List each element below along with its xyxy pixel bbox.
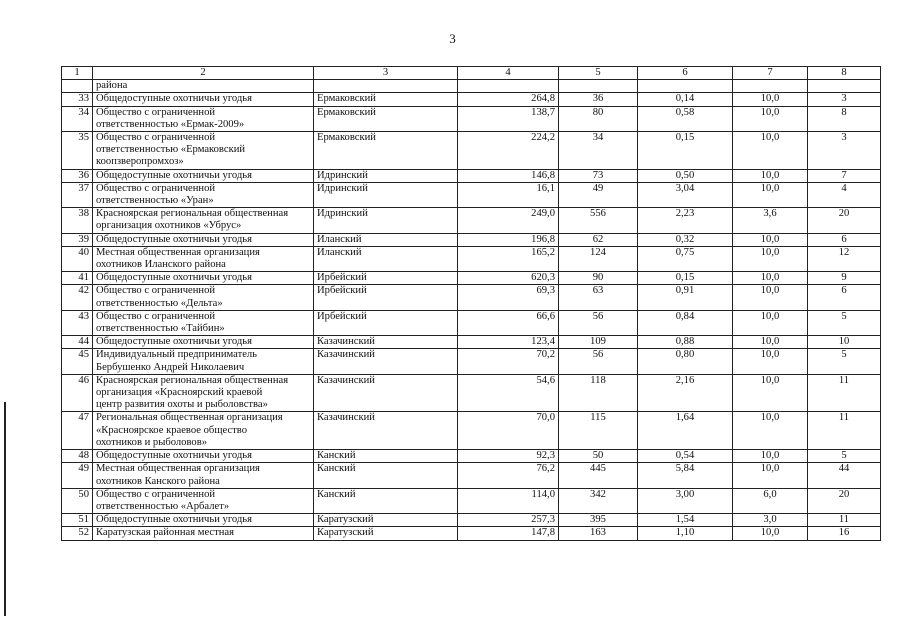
value-col-7: 10,0 [733, 450, 808, 463]
value-col-6: 0,15 [638, 132, 733, 170]
table-row [62, 310, 881, 335]
organization-name: Каратузская районная местная [93, 527, 314, 540]
value-col-6: 0,50 [638, 169, 733, 182]
organization-name: Индивидуальный предприниматель Бербушенко Андрей Николаевич [93, 349, 314, 374]
organization-name: Общество с ограниченной ответственностью «Арбалет» [93, 488, 314, 513]
organization-name: Общедоступные охотничьи угодья [93, 93, 314, 106]
table-row [62, 272, 881, 285]
value-col-5: 49 [559, 182, 638, 207]
value-col-6: 5,84 [638, 463, 733, 488]
continuation-row [62, 80, 881, 93]
header-cell: 7 [733, 67, 808, 80]
district-name: Казачинский [314, 349, 458, 374]
table-cell [314, 80, 458, 93]
table-body [62, 67, 881, 541]
value-col-7: 3,0 [733, 514, 808, 527]
district-name: Канский [314, 450, 458, 463]
value-col-6: 0,80 [638, 349, 733, 374]
header-cell: 5 [559, 67, 638, 80]
table-cell [458, 80, 559, 93]
row-number: 50 [62, 488, 93, 513]
header-cell: 8 [808, 67, 881, 80]
value-col-6: 2,16 [638, 374, 733, 412]
header-cell: 2 [93, 67, 314, 80]
value-col-6: 1,10 [638, 527, 733, 540]
value-col-7: 10,0 [733, 132, 808, 170]
row-number: 43 [62, 310, 93, 335]
value-col-5: 34 [559, 132, 638, 170]
table-row [62, 349, 881, 374]
value-col-6: 0,58 [638, 106, 733, 131]
value-col-8: 9 [808, 272, 881, 285]
value-col-8: 16 [808, 527, 881, 540]
page-number: 3 [449, 31, 456, 46]
row-number: 33 [62, 93, 93, 106]
district-name: Идринский [314, 182, 458, 207]
table-cell [808, 80, 881, 93]
row-number: 41 [62, 272, 93, 285]
table-row [62, 374, 881, 412]
value-col-8: 5 [808, 310, 881, 335]
table-row [62, 106, 881, 131]
value-col-6: 0,84 [638, 310, 733, 335]
header-cell: 1 [62, 67, 93, 80]
value-col-7: 10,0 [733, 336, 808, 349]
value-col-5: 90 [559, 272, 638, 285]
table-cell [638, 80, 733, 93]
value-col-5: 556 [559, 208, 638, 233]
organization-name: Общество с ограниченной ответственностью «Ермак-2009» [93, 106, 314, 131]
value-col-7: 10,0 [733, 182, 808, 207]
organization-name: Общедоступные охотничьи угодья [93, 233, 314, 246]
value-col-6: 0,15 [638, 272, 733, 285]
row-number: 49 [62, 463, 93, 488]
value-col-7: 10,0 [733, 233, 808, 246]
value-col-7: 10,0 [733, 527, 808, 540]
value-col-6: 0,14 [638, 93, 733, 106]
value-col-4: 76,2 [458, 463, 559, 488]
district-name: Каратузский [314, 527, 458, 540]
value-col-8: 10 [808, 336, 881, 349]
district-name: Иланский [314, 233, 458, 246]
row-number: 51 [62, 514, 93, 527]
value-col-7: 10,0 [733, 169, 808, 182]
value-col-8: 3 [808, 93, 881, 106]
value-col-4: 249,0 [458, 208, 559, 233]
value-col-5: 80 [559, 106, 638, 131]
table-cell [733, 80, 808, 93]
value-col-4: 114,0 [458, 488, 559, 513]
organization-name: Общедоступные охотничьи угодья [93, 450, 314, 463]
district-name: Ермаковский [314, 132, 458, 170]
value-col-8: 3 [808, 132, 881, 170]
value-col-5: 163 [559, 527, 638, 540]
table-cell [62, 80, 93, 93]
value-col-4: 92,3 [458, 450, 559, 463]
value-col-7: 10,0 [733, 463, 808, 488]
value-col-4: 264,8 [458, 93, 559, 106]
row-number: 36 [62, 169, 93, 182]
table-row [62, 182, 881, 207]
value-col-4: 70,2 [458, 349, 559, 374]
table-row [62, 450, 881, 463]
table-row [62, 527, 881, 540]
value-col-8: 5 [808, 349, 881, 374]
organization-name: Общество с ограниченной ответственностью «Уран» [93, 182, 314, 207]
value-col-4: 70,0 [458, 412, 559, 450]
organization-name: Региональная общественная организация «Красноярское краевое общество охотников и рыболовов» [93, 412, 314, 450]
table-row [62, 412, 881, 450]
value-col-5: 56 [559, 310, 638, 335]
district-name: Ирбейский [314, 310, 458, 335]
table-row [62, 336, 881, 349]
value-col-4: 54,6 [458, 374, 559, 412]
organization-name: Общество с ограниченной ответственностью «Дельта» [93, 285, 314, 310]
value-col-8: 11 [808, 514, 881, 527]
table-row [62, 208, 881, 233]
value-col-8: 44 [808, 463, 881, 488]
value-col-5: 342 [559, 488, 638, 513]
district-name: Ермаковский [314, 93, 458, 106]
value-col-6: 3,00 [638, 488, 733, 513]
organization-name: Общедоступные охотничьи угодья [93, 514, 314, 527]
value-col-5: 124 [559, 246, 638, 271]
table-row [62, 233, 881, 246]
value-col-6: 0,54 [638, 450, 733, 463]
value-col-5: 118 [559, 374, 638, 412]
value-col-7: 10,0 [733, 412, 808, 450]
row-number: 45 [62, 349, 93, 374]
row-number: 48 [62, 450, 93, 463]
organization-name: Красноярская региональная общественная организация охотников «Убрус» [93, 208, 314, 233]
value-col-5: 115 [559, 412, 638, 450]
header-cell: 6 [638, 67, 733, 80]
value-col-4: 257,3 [458, 514, 559, 527]
value-col-4: 196,8 [458, 233, 559, 246]
value-col-6: 1,54 [638, 514, 733, 527]
row-number: 42 [62, 285, 93, 310]
district-name: Идринский [314, 169, 458, 182]
row-number: 34 [62, 106, 93, 131]
row-number: 38 [62, 208, 93, 233]
value-col-4: 620,3 [458, 272, 559, 285]
district-name: Канский [314, 463, 458, 488]
district-name: Ирбейский [314, 272, 458, 285]
header-cell: 4 [458, 67, 559, 80]
value-col-4: 138,7 [458, 106, 559, 131]
value-col-6: 0,32 [638, 233, 733, 246]
value-col-6: 3,04 [638, 182, 733, 207]
row-number: 46 [62, 374, 93, 412]
value-col-7: 10,0 [733, 106, 808, 131]
organization-name: Общество с ограниченной ответственностью «Тайбин» [93, 310, 314, 335]
value-col-6: 0,75 [638, 246, 733, 271]
table-row [62, 488, 881, 513]
value-col-8: 12 [808, 246, 881, 271]
organization-name: Местная общественная организация охотников Иланского района [93, 246, 314, 271]
value-col-7: 10,0 [733, 246, 808, 271]
row-number: 44 [62, 336, 93, 349]
value-col-5: 36 [559, 93, 638, 106]
table-cell [559, 80, 638, 93]
row-number: 39 [62, 233, 93, 246]
district-name: Каратузский [314, 514, 458, 527]
table-row [62, 514, 881, 527]
district-name: Казачинский [314, 412, 458, 450]
district-name: Ирбейский [314, 285, 458, 310]
table-row [62, 132, 881, 170]
value-col-7: 10,0 [733, 310, 808, 335]
organization-name: Общедоступные охотничьи угодья [93, 336, 314, 349]
header-cell: 3 [314, 67, 458, 80]
value-col-7: 10,0 [733, 374, 808, 412]
value-col-7: 3,6 [733, 208, 808, 233]
value-col-7: 10,0 [733, 272, 808, 285]
organization-name: Общедоступные охотничьи угодья [93, 169, 314, 182]
row-number: 35 [62, 132, 93, 170]
hunting-grounds-table [61, 66, 881, 541]
value-col-6: 2,23 [638, 208, 733, 233]
value-col-6: 0,91 [638, 285, 733, 310]
value-col-8: 20 [808, 208, 881, 233]
row-number: 40 [62, 246, 93, 271]
district-name: Идринский [314, 208, 458, 233]
margin-line [4, 402, 6, 616]
value-col-8: 20 [808, 488, 881, 513]
value-col-4: 147,8 [458, 527, 559, 540]
district-name: Канский [314, 488, 458, 513]
value-col-8: 6 [808, 285, 881, 310]
organization-name: Общество с ограниченной ответственностью «Ермаковский коопзверопромхоз» [93, 132, 314, 170]
value-col-7: 10,0 [733, 349, 808, 374]
organization-name: Местная общественная организация охотников Канского района [93, 463, 314, 488]
value-col-6: 1,64 [638, 412, 733, 450]
district-name: Ермаковский [314, 106, 458, 131]
value-col-4: 66,6 [458, 310, 559, 335]
value-col-5: 62 [559, 233, 638, 246]
value-col-4: 146,8 [458, 169, 559, 182]
value-col-8: 5 [808, 450, 881, 463]
value-col-8: 6 [808, 233, 881, 246]
value-col-5: 445 [559, 463, 638, 488]
value-col-5: 109 [559, 336, 638, 349]
value-col-6: 0,88 [638, 336, 733, 349]
district-name: Иланский [314, 246, 458, 271]
table-row [62, 463, 881, 488]
value-col-8: 11 [808, 374, 881, 412]
row-number: 47 [62, 412, 93, 450]
value-col-8: 4 [808, 182, 881, 207]
row-number: 37 [62, 182, 93, 207]
row-number: 52 [62, 527, 93, 540]
value-col-7: 10,0 [733, 93, 808, 106]
value-col-7: 10,0 [733, 285, 808, 310]
table-row [62, 169, 881, 182]
table-row [62, 285, 881, 310]
value-col-8: 11 [808, 412, 881, 450]
district-name: Казачинский [314, 374, 458, 412]
organization-name: Красноярская региональная общественная организация «Красноярский краевой центр развития охоты и рыболовства» [93, 374, 314, 412]
table-row [62, 93, 881, 106]
value-col-4: 224,2 [458, 132, 559, 170]
value-col-5: 73 [559, 169, 638, 182]
value-col-4: 165,2 [458, 246, 559, 271]
value-col-4: 123,4 [458, 336, 559, 349]
organization-name: Общедоступные охотничьи угодья [93, 272, 314, 285]
value-col-8: 8 [808, 106, 881, 131]
table-header-row [62, 67, 881, 80]
value-col-4: 69,3 [458, 285, 559, 310]
table-row [62, 246, 881, 271]
value-col-7: 6,0 [733, 488, 808, 513]
value-col-8: 7 [808, 169, 881, 182]
value-col-4: 16,1 [458, 182, 559, 207]
value-col-5: 63 [559, 285, 638, 310]
district-name: Казачинский [314, 336, 458, 349]
value-col-5: 56 [559, 349, 638, 374]
value-col-5: 395 [559, 514, 638, 527]
continuation-text: района [93, 80, 314, 93]
value-col-5: 50 [559, 450, 638, 463]
